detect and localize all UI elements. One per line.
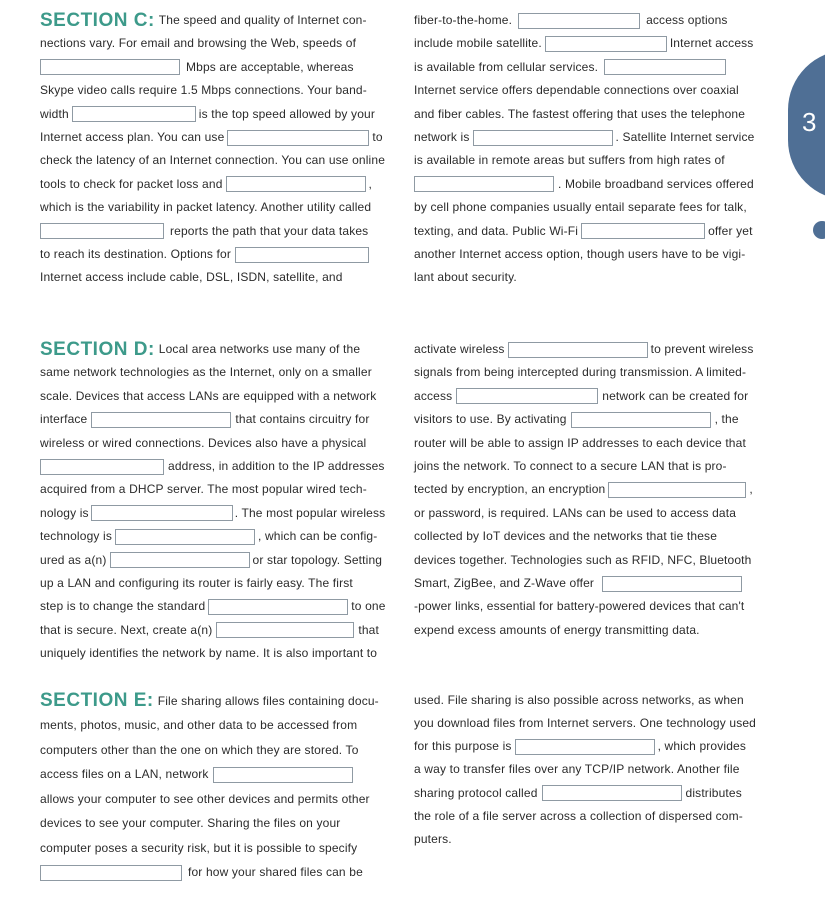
text-line-part: , which provides <box>657 739 747 754</box>
text-line <box>40 478 398 501</box>
text-line-part: Smart, ZigBee, and Z-Wave offer <box>414 575 595 590</box>
text-line <box>414 266 772 289</box>
text-line-part: used. File sharing is also possible across networks, as when <box>414 692 744 707</box>
text-line-part: , the <box>714 412 739 427</box>
text-line-part: or password, is required. LANs can be used to access data <box>414 505 737 520</box>
blank-field[interactable] <box>91 505 233 521</box>
text-line-part: visitors to use. By activating <box>414 412 567 427</box>
text-line <box>414 173 772 196</box>
text-line <box>40 642 398 665</box>
blank-field[interactable] <box>40 865 182 881</box>
text-line-part: computers other than the one on which they are stored. To <box>40 742 359 757</box>
text-line-part: address, in addition to the IP addresses <box>168 458 385 473</box>
section-c-title: SECTION C: <box>40 10 155 31</box>
text-line-part: is available from cellular services. <box>414 59 599 74</box>
text-line <box>414 408 772 431</box>
text-line <box>40 9 398 32</box>
text-line <box>40 595 398 618</box>
text-line <box>414 79 772 102</box>
text-line-part: ured as a(n) <box>40 552 107 567</box>
text-line-part: scale. Devices that access LANs are equipped with a network <box>40 388 377 403</box>
text-line-part: and fiber cables. The fastest offering that uses the telephone <box>414 106 746 121</box>
text-line <box>40 861 398 886</box>
text-line-part: texting, and data. Public Wi-Fi <box>414 223 579 238</box>
text-line <box>414 455 772 478</box>
text-line-part: devices together. Technologies such as RFID, NFC, Bluetooth <box>414 552 752 567</box>
blank-field[interactable] <box>518 13 640 29</box>
blank-field[interactable] <box>581 223 705 239</box>
text-line <box>414 619 772 642</box>
text-line-part: tools to check for packet loss and <box>40 176 223 191</box>
page-number: 3 <box>802 107 817 137</box>
blank-field[interactable] <box>235 247 369 263</box>
text-line-part: puters. <box>414 832 452 847</box>
text-line-part: , <box>368 176 373 191</box>
text-line-part: for this purpose is <box>414 739 512 754</box>
text-line-part: collected by IoT devices and the networks that tie these <box>414 529 718 544</box>
text-line-part: technology is <box>40 529 112 544</box>
text-line <box>414 502 772 525</box>
text-line <box>414 103 772 126</box>
text-line-part: sharing protocol called <box>414 785 538 800</box>
text-line <box>414 595 772 618</box>
text-line-part: interface <box>40 412 88 427</box>
text-line-part: . The most popular wireless <box>234 505 386 520</box>
text-line-part: that <box>358 622 379 637</box>
section-e-title: SECTION E: <box>40 690 154 711</box>
text-line <box>40 572 398 595</box>
blank-field[interactable] <box>227 130 369 146</box>
text-line <box>40 32 398 55</box>
text-line <box>40 149 398 172</box>
text-line-part: that is secure. Next, create a(n) <box>40 622 213 637</box>
text-line-part: another Internet access option, though users have to be vigi- <box>414 246 746 261</box>
text-line <box>414 32 772 55</box>
section-d-right-column <box>414 338 772 642</box>
text-line-part: access <box>414 388 453 403</box>
text-line-part: router will be able to assign IP addresses to each device that <box>414 435 746 450</box>
text-line <box>40 432 398 455</box>
text-line-part: acquired from a DHCP server. The most popular wired tech- <box>40 482 367 497</box>
text-line-part: lant about security. <box>414 270 517 285</box>
page-dot-marker <box>813 221 825 239</box>
text-line-part: devices to see your computer. Sharing the files on your <box>40 816 341 831</box>
text-line <box>414 126 772 149</box>
text-line-part: or star topology. Setting <box>252 552 383 567</box>
text-line-part: network is <box>414 129 470 144</box>
text-line <box>414 338 772 361</box>
text-line-part: allows your computer to see other devices and permits other <box>40 791 370 806</box>
blank-field[interactable] <box>72 106 196 122</box>
text-line-part: for how your shared files can be <box>188 865 363 880</box>
blank-field[interactable] <box>40 59 180 75</box>
text-line <box>414 572 772 595</box>
blank-field[interactable] <box>545 36 667 52</box>
blank-field[interactable] <box>216 622 354 638</box>
text-line <box>40 738 398 763</box>
section-e-right-column <box>414 689 772 851</box>
text-line <box>40 619 398 642</box>
blank-field[interactable] <box>40 459 164 475</box>
text-line-part: to prevent wireless <box>650 342 754 356</box>
text-line-part: signals from being intercepted during transmission. A limited- <box>414 365 747 380</box>
text-line <box>414 9 772 32</box>
text-line <box>40 836 398 861</box>
text-line-part: Internet service offers dependable connections over coaxial <box>414 83 739 98</box>
text-line <box>414 361 772 384</box>
section-d-title: SECTION D: <box>40 339 155 360</box>
text-line <box>40 56 398 79</box>
blank-field[interactable] <box>110 552 250 568</box>
section-e-left-column <box>40 689 398 885</box>
blank-field[interactable] <box>542 785 682 801</box>
text-line-part: File sharing allows files containing docu- <box>157 694 379 708</box>
blank-field[interactable] <box>208 599 348 615</box>
text-line-part: ments, photos, music, and other data to be accessed from <box>40 718 358 733</box>
text-line-part: to <box>372 129 383 144</box>
text-line-part: . Mobile broadband services offered <box>558 176 754 191</box>
text-line-part: Skype video calls require 1.5 Mbps connections. Your band- <box>40 83 367 98</box>
text-line-part: by cell phone companies usually entail separate fees for talk, <box>414 200 747 215</box>
text-line <box>414 805 772 828</box>
text-line <box>40 220 398 243</box>
text-line-part: fiber-to-the-home. <box>414 13 513 27</box>
text-line <box>414 56 772 79</box>
text-line-part: you download files from Internet servers. One technology used <box>414 716 756 731</box>
text-line-part: that contains circuitry for <box>235 412 370 427</box>
text-line <box>414 220 772 243</box>
text-line <box>40 408 398 431</box>
text-line-part: activate wireless <box>414 342 505 356</box>
blank-field[interactable] <box>571 412 711 428</box>
text-line-part: Internet access <box>669 36 754 51</box>
text-line <box>414 549 772 572</box>
text-line-part: access files on a LAN, network <box>40 767 209 782</box>
blank-field[interactable] <box>226 176 366 192</box>
text-line-part: expend excess amounts of energy transmitting data. <box>414 622 700 637</box>
text-line <box>414 828 772 851</box>
text-line-part: width <box>40 106 69 121</box>
text-line-part: the role of a file server across a collection of dispersed com- <box>414 808 743 823</box>
blank-field[interactable] <box>508 342 648 358</box>
blank-field[interactable] <box>414 176 554 192</box>
text-line-part: . Satellite Internet service <box>615 129 755 144</box>
blank-field[interactable] <box>115 529 255 545</box>
blank-field[interactable] <box>213 767 353 783</box>
text-line-part: , <box>749 482 753 497</box>
text-line <box>414 759 772 782</box>
text-line-part: The speed and quality of Internet con- <box>158 13 367 27</box>
text-line <box>40 196 398 219</box>
text-line <box>40 79 398 102</box>
text-line <box>40 103 398 126</box>
text-line <box>40 689 398 714</box>
text-line <box>414 149 772 172</box>
blank-field[interactable] <box>608 482 746 498</box>
text-line-part: is available in remote areas but suffers from high rates of <box>414 153 725 168</box>
text-line-part: offer yet <box>708 223 753 238</box>
text-line <box>40 714 398 739</box>
text-line-part: distributes <box>685 785 742 800</box>
text-line-part: joins the network. To connect to a secure LAN that is pro- <box>414 458 727 473</box>
text-line-part: nections vary. For email and browsing the Web, speeds of <box>40 36 357 51</box>
text-line-part: check the latency of an Internet connection. You can use online <box>40 153 386 168</box>
text-line-part: tected by encryption, an encryption <box>414 482 606 497</box>
blank-field[interactable] <box>473 130 613 146</box>
blank-field[interactable] <box>91 412 231 428</box>
text-line-part: uniquely identifies the network by name. It is also important to <box>40 646 378 661</box>
text-line <box>414 712 772 735</box>
text-line <box>40 455 398 478</box>
text-line-part: network can be created for <box>602 388 749 403</box>
text-line-part: up a LAN and configuring its router is fairly easy. The first <box>40 575 353 590</box>
text-line-part: same network technologies as the Internet, only on a smaller <box>40 365 372 380</box>
text-line-part: reports the path that your data takes <box>170 223 369 238</box>
section-d-left-column <box>40 338 398 665</box>
text-line-part: Internet access plan. You can use <box>40 129 225 144</box>
text-line-part: include mobile satellite. <box>414 36 542 51</box>
text-line <box>414 243 772 266</box>
blank-field[interactable] <box>456 388 598 404</box>
text-line <box>40 266 398 289</box>
text-line <box>40 787 398 812</box>
text-line-part: which is the variability in packet latency. Another utility called <box>40 200 372 215</box>
text-line-part: Mbps are acceptable, whereas <box>186 59 354 74</box>
text-line <box>414 525 772 548</box>
text-line <box>40 126 398 149</box>
text-line <box>414 385 772 408</box>
page-tab <box>788 50 825 200</box>
text-line-part: step is to change the standard <box>40 599 206 614</box>
text-line <box>40 502 398 525</box>
text-line <box>40 173 398 196</box>
text-line-part: , which can be config- <box>258 529 378 544</box>
text-line-part: wireless or wired connections. Devices also have a physical <box>40 435 367 450</box>
text-line <box>40 763 398 788</box>
blank-field[interactable] <box>515 739 655 755</box>
section-c-right-column <box>414 9 772 290</box>
text-line <box>414 735 772 758</box>
text-line-part: a way to transfer files over any TCP/IP network. Another file <box>414 762 740 777</box>
text-line-part: to one <box>351 599 386 614</box>
text-line <box>40 812 398 837</box>
text-line <box>40 525 398 548</box>
text-line <box>40 243 398 266</box>
text-line-part: access options <box>646 13 728 27</box>
section-c-left-column <box>40 9 398 290</box>
text-line-part: is the top speed allowed by your <box>198 106 376 121</box>
text-line <box>414 478 772 501</box>
text-line-part: Internet access include cable, DSL, ISDN, satellite, and <box>40 270 343 285</box>
text-line-part: -power links, essential for battery-powered devices that can't <box>414 599 745 614</box>
text-line <box>40 361 398 384</box>
blank-field[interactable] <box>602 576 742 592</box>
text-line <box>414 432 772 455</box>
text-line-part: Local area networks use many of the <box>158 342 361 356</box>
blank-field[interactable] <box>40 223 164 239</box>
text-line-part: nology is <box>40 505 89 520</box>
text-line <box>414 196 772 219</box>
blank-field[interactable] <box>604 59 726 75</box>
text-line <box>40 549 398 572</box>
text-line-part: computer poses a security risk, but it is possible to specify <box>40 840 358 855</box>
text-line-part: to reach its destination. Options for <box>40 246 231 261</box>
text-line <box>414 689 772 712</box>
text-line <box>40 338 398 361</box>
text-line <box>40 385 398 408</box>
text-line <box>414 782 772 805</box>
